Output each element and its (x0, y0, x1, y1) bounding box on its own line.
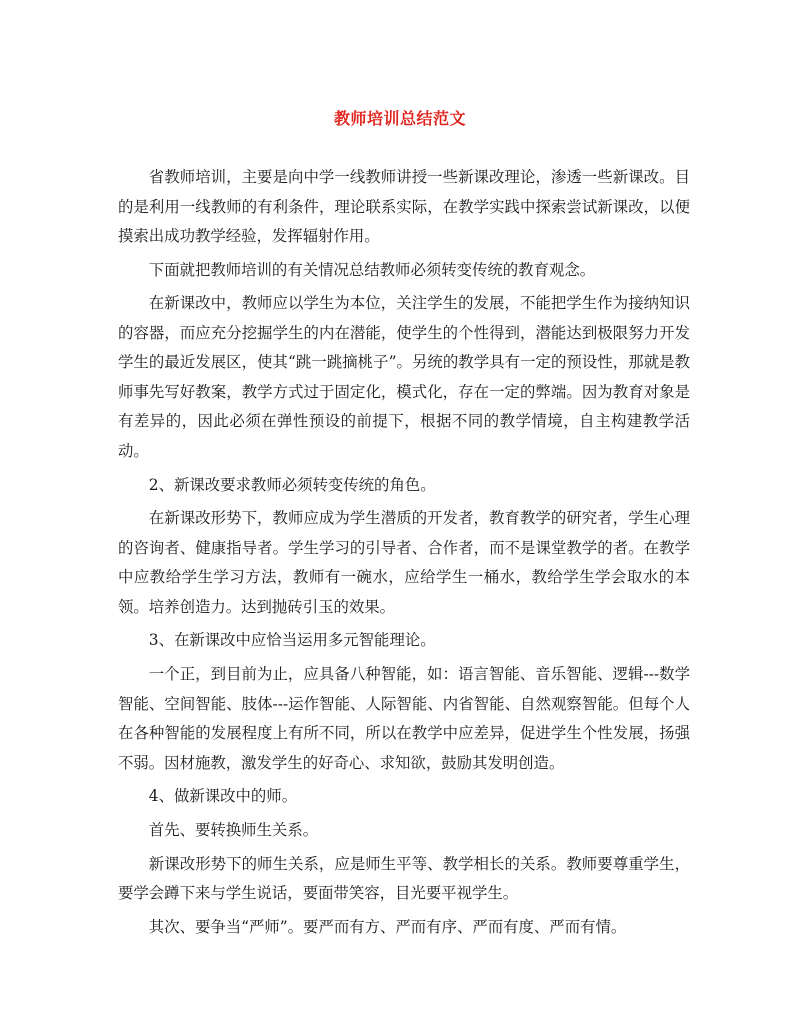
paragraph-2: 下面就把教师培训的有关情况总结教师必须转变传统的教育观念。 (148, 260, 596, 279)
paragraph-10: 新课改形势下的师生关系，应是师生平等、教学相长的关系。教师要尊重学生，要学会蹲下来与学生说话，要面带笑容，目光要平视学生。 (118, 854, 690, 903)
document-body (118, 163, 690, 947)
paragraph-1: 省教师培训，主要是向中学一线教师讲授一些新课改理论，渗透一些新课改。目的是利用一线教师的有利条件，理论联系实际，在教学实践中探索尝试新课改，以便摸索出成功教学经验，发挥辐射作用。 (118, 168, 690, 245)
paragraph-6: 3、在新课改中应恰当运用多元智能理论。 (148, 631, 436, 650)
paragraph-11: 其次、要争当“严师”。要严而有方、严而有序、严而有度、严而有情。 (148, 917, 627, 936)
paragraph-9: 首先、要转换师生关系。 (148, 821, 319, 839)
document-title: 教师培训总结范文 (333, 109, 466, 128)
paragraph-8: 4、做新课改中的师。 (148, 787, 298, 806)
paragraph-5: 在新课改形势下，教师应成为学生潜质的开发者，教育教学的研究者，学生心理的咨询者、健康指导者。学生学习的引导者、合作者，而不是课堂教学的者。在教学中应教给学生学习方法，教师有一碗水，应给学生一桶水，教给学生学会取水的本领。培养创造力。达到抛砖引玉的效果。 (118, 509, 690, 616)
paragraph-4: 2、新课改要求教师必须转变传统的角色。 (148, 475, 436, 494)
paragraph-7: 一个正，到目前为止，应具备八种智能，如：语言智能、音乐智能、逻辑---数学智能、空间智能、肢体---运作智能、人际智能、内省智能、自然观察智能。但每个人在各种智能的发展程度上有所不同，所以在教学中应差异，促进学生个性发展，扬强不弱。因材施教，激发学生的好奇心、求知欲，鼓励其发明创造。 (118, 665, 690, 772)
paragraph-3: 在新课改中，教师应以学生为本位，关注学生的发展，不能把学生作为接纳知识的容器，而应充分挖掘学生的内在潜能，使学生的个性得到，潜能达到极限努力开发学生的最近发展区，使其“跳一跳摘桃子”。另统的教学具有一定的预设性，那就是教师事先写好教案，教学方式过于固定化，模式化，存在一定的弊端。因为教育对象是有差异的，因此必须在弹性预设的前提下，根据不同的教学情境，自主构建教学活动。 (118, 294, 690, 460)
